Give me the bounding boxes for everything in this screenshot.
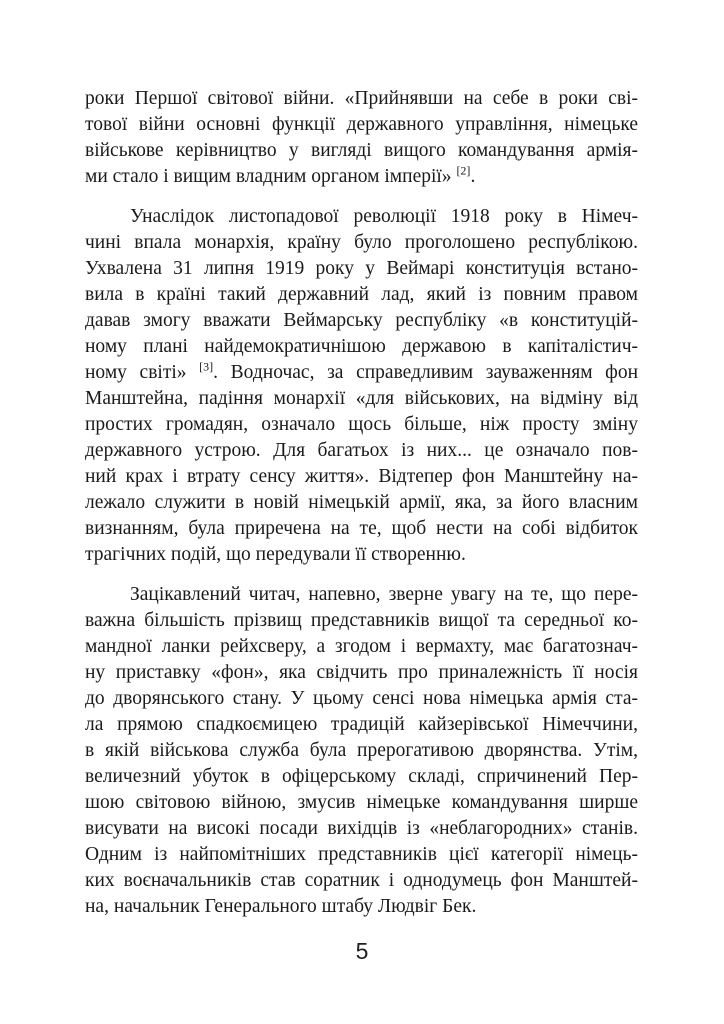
text-line bbox=[85, 164, 638, 190]
text-line: до дворянського стану. У цьому сенсі нова німецька армія ста- bbox=[85, 688, 638, 709]
text-line: шою світовою війною, змусив німецьке командування ширше bbox=[85, 792, 638, 813]
text-line: ному плані найдемократичнішою державою в капіталістич- bbox=[85, 336, 638, 357]
text-line: чині впала монархія, країну було проголошено республікою. bbox=[85, 232, 638, 253]
text-line: військове керівництво у вигляді вищого командування армія- bbox=[85, 140, 638, 161]
text-line: вила в країні такий державний лад, який із повним правом bbox=[85, 284, 638, 305]
paragraph-1 bbox=[85, 86, 638, 190]
text-line: ких воєначальників став соратник і однодумець фон Манштей- bbox=[85, 870, 638, 891]
text-line: Зацікавлений читач, напевно, зверне увагу на те, що пере- bbox=[130, 584, 638, 605]
page-text-block bbox=[85, 86, 638, 920]
text-line: ний крах і втрату сенсу життя». Відтепер фон Манштейну на- bbox=[85, 466, 638, 487]
text-line: трагічних подій, що передували її створенню. bbox=[85, 544, 466, 565]
text-segment: ному світі» bbox=[85, 362, 200, 383]
text-line: важна більшість прізвищ представників вищої та середньої ко- bbox=[85, 610, 638, 631]
text-line: ла прямою спадкоємицею традицій кайзерівської Німеччини, bbox=[85, 714, 638, 735]
text-line: мандної ланки рейхсверу, а згодом і вермахту, має багатознач- bbox=[85, 636, 638, 657]
text-line: Одним із найпомітніших представників цієї категорії німець- bbox=[85, 844, 638, 865]
text-line: тової війни основні функції державного управління, німецьке bbox=[85, 114, 638, 135]
text-line bbox=[85, 360, 638, 386]
text-line: давав змогу вважати Веймарську республіку «в конституцій- bbox=[85, 310, 638, 331]
footnote-reference-2: [2] bbox=[456, 163, 471, 178]
text-segment: . Водночас, за справедливим зауваженням фон bbox=[213, 362, 638, 383]
text-line: Ухвалена 31 липня 1919 року у Веймарі конституція встано- bbox=[85, 258, 638, 279]
text-segment: . bbox=[470, 166, 476, 187]
paragraph-3 bbox=[85, 582, 638, 920]
text-line: Манштейна, падіння монархії «для військових, на відміну від bbox=[85, 388, 638, 409]
text-line: величезний убуток в офіцерському складі, спричинений Пер- bbox=[85, 766, 638, 787]
text-line: державного устрою. Для багатьох із них... це означало пов- bbox=[85, 440, 638, 461]
text-segment: ми стало і вищим владним органом імперії» bbox=[85, 166, 457, 187]
footnote-reference-3: [3] bbox=[199, 359, 214, 374]
text-line: в якій військова служба була прерогативою дворянства. Утім, bbox=[85, 740, 638, 761]
text-line: на, начальник Генерального штабу Людвіг Бек. bbox=[85, 896, 477, 917]
text-line: роки Першої світової війни. «Прийнявши на себе в роки сві- bbox=[85, 88, 638, 109]
page-number: 5 bbox=[355, 938, 369, 964]
paragraph-2 bbox=[85, 204, 638, 568]
text-line: ну приставку «фон», яка свідчить про приналежність її носія bbox=[85, 662, 638, 683]
text-line: простих громадян, означало щось більше, ніж просту зміну bbox=[85, 414, 638, 435]
text-line: лежало служити в новій німецькій армії, яка, за його власним bbox=[85, 492, 638, 513]
text-line: визнанням, була приречена на те, щоб нести на собі відбиток bbox=[85, 518, 638, 539]
text-line: висувати на високі посади вихідців із «неблагородних» станів. bbox=[85, 818, 638, 839]
text-line: Унаслідок листопадової революції 1918 року в Німеч- bbox=[130, 206, 638, 227]
